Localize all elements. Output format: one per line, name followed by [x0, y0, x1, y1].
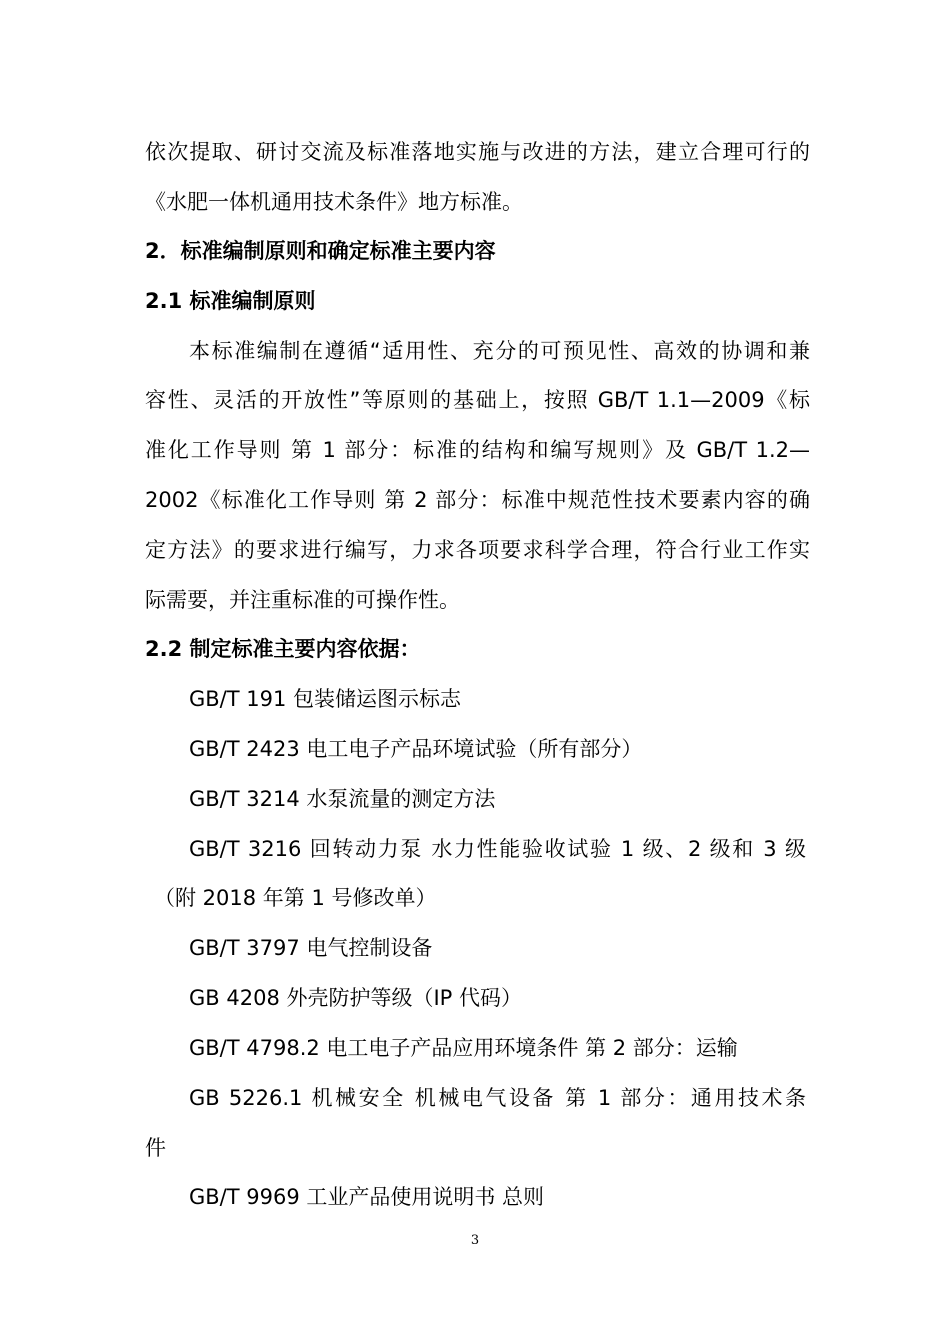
- section-2-heading: 2．标准编制原则和确定标准主要内容: [145, 239, 496, 263]
- reference-item: GB/T 3797 电气控制设备: [189, 936, 433, 960]
- reference-item: GB/T 2423 电工电子产品环境试验（所有部分）: [189, 737, 643, 761]
- principle-line-4: 2002《标准化工作导则 第 2 部分：标准中规范性技术要素内容的确: [145, 488, 810, 512]
- principle-line-2: 容性、灵活的开放性”等原则的基础上，按照 GB/T 1.1—2009《标: [145, 388, 810, 412]
- reference-item: GB/T 3216 回转动力泵 水力性能验收试验 1 级、2 级和 3 级: [189, 837, 806, 861]
- section-2-1-heading: 2.1 标准编制原则: [145, 289, 316, 313]
- reference-item: GB/T 3214 水泵流量的测定方法: [189, 787, 496, 811]
- reference-item-continuation: 件: [145, 1136, 166, 1160]
- principle-line-3: 准化工作导则 第 1 部分：标准的结构和编写规则》及 GB/T 1.2—: [145, 438, 810, 462]
- reference-item: GB/T 4798.2 电工电子产品应用环境条件 第 2 部分：运输: [189, 1036, 738, 1060]
- principle-line-1: 本标准编制在遵循“适用性、充分的可预见性、高效的协调和兼: [189, 339, 810, 363]
- page-number: 3: [470, 1233, 480, 1248]
- intro-line-1: 依次提取、研讨交流及标准落地实施与改进的方法，建立合理可行的: [145, 140, 810, 164]
- intro-line-2: 《水肥一体机通用技术条件》地方标准。: [145, 190, 523, 214]
- reference-item-continuation: （附 2018 年第 1 号修改单）: [154, 886, 437, 910]
- principle-line-6: 际需要，并注重标准的可操作性。: [145, 588, 460, 612]
- reference-item: GB/T 9969 工业产品使用说明书 总则: [189, 1185, 545, 1209]
- reference-item: GB/T 191 包装储运图示标志: [189, 687, 462, 711]
- reference-item: GB 5226.1 机械安全 机械电气设备 第 1 部分：通用技术条: [189, 1086, 806, 1110]
- section-2-2-heading: 2.2 制定标准主要内容依据：: [145, 637, 421, 661]
- reference-item: GB 4208 外壳防护等级（IP 代码）: [189, 986, 523, 1010]
- principle-line-5: 定方法》的要求进行编写，力求各项要求科学合理，符合行业工作实: [145, 538, 810, 562]
